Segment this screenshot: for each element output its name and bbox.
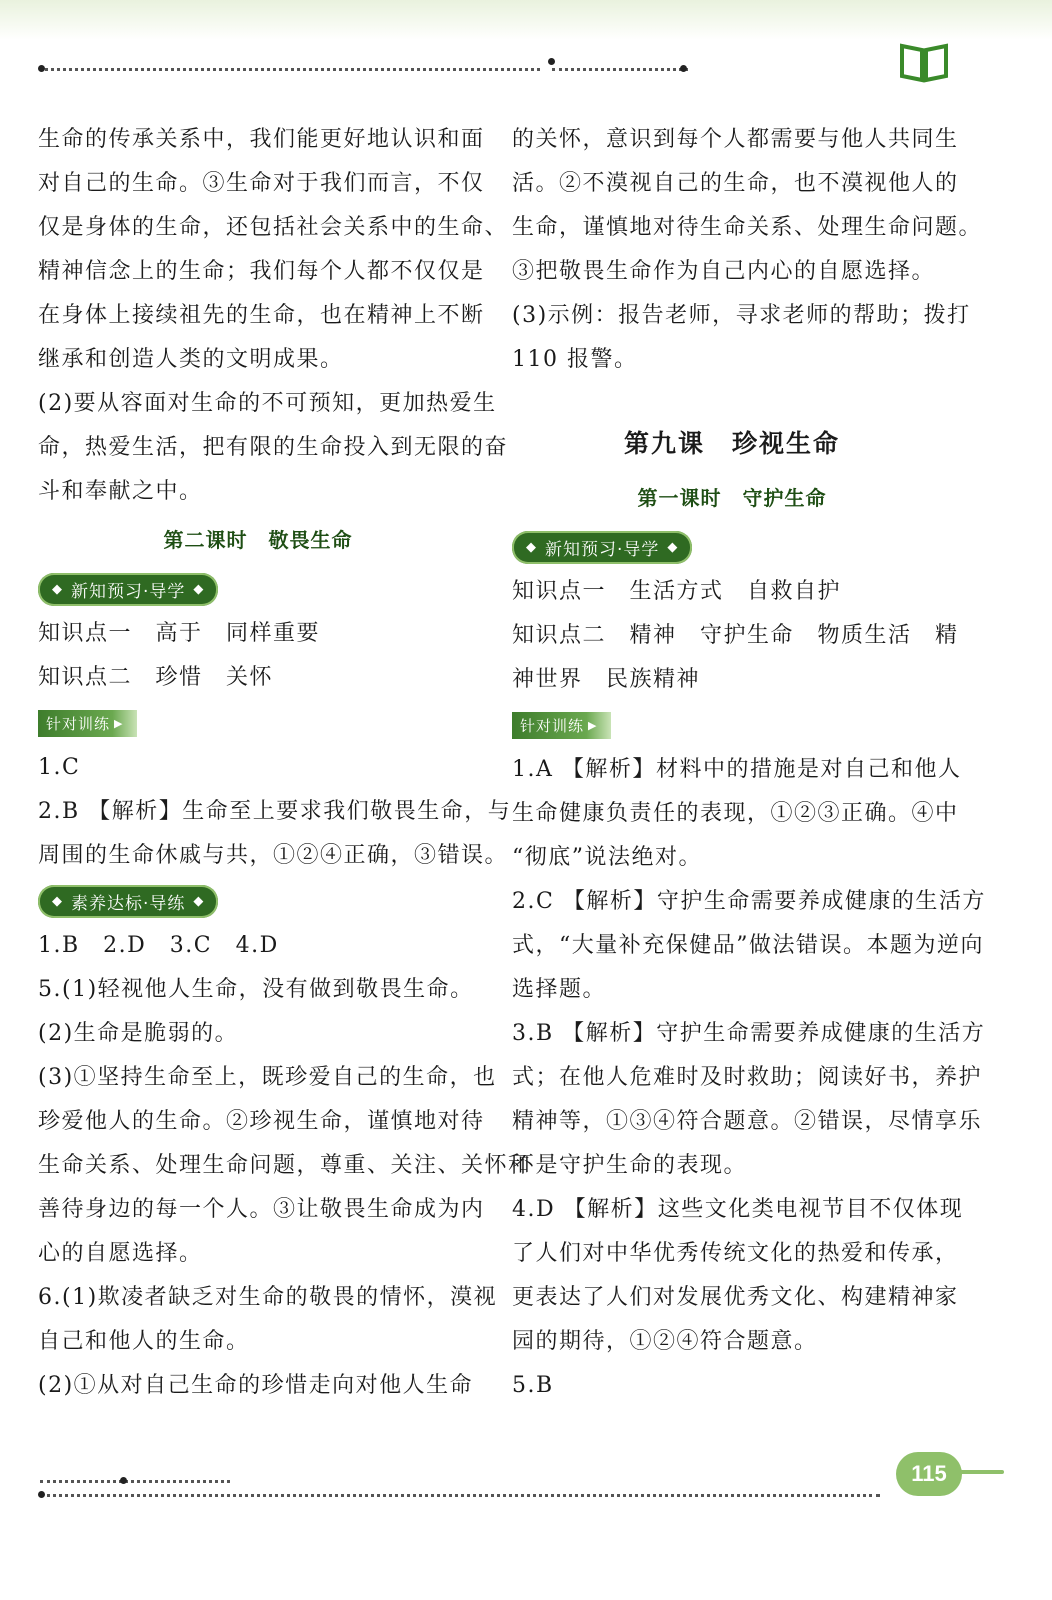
- answer-text: 这些文化类电视节目不仅体现: [657, 1197, 964, 1222]
- answer-line: [512, 1188, 964, 1232]
- training-header: [38, 700, 478, 746]
- answer-line: 心的自愿选择。: [38, 1241, 203, 1266]
- header-dot: [548, 58, 555, 65]
- training-header: [512, 702, 952, 748]
- text-line: 的关怀，意识到每个人都需要与他人共同生: [512, 127, 959, 152]
- answer-line: (3)①坚持生命至上，既珍爱自己的生命，也: [38, 1065, 497, 1090]
- answer-line: (2)生命是脆弱的。: [38, 1021, 239, 1046]
- answer-line: 6.(1)欺凌者缺乏对生命的敬畏的情怀，漠视: [38, 1285, 498, 1310]
- answer-line: 自己和他人的生命。: [38, 1329, 250, 1354]
- period-title: 第二课时 敬畏生命: [163, 528, 353, 552]
- header-dotted-rule: [40, 68, 540, 71]
- footer-dot: [38, 1491, 45, 1498]
- header-dot: [680, 65, 687, 72]
- footer-dotted-rule: [40, 1494, 880, 1497]
- lesson-title: 第九课 珍视生命: [623, 429, 840, 458]
- answer-line: [512, 880, 986, 924]
- bracket-open: 【: [88, 799, 112, 824]
- answer-line: [38, 790, 512, 834]
- section-pill: [38, 573, 218, 606]
- text-line: 仅是身体的生命，还包括社会关系中的生命、: [38, 215, 509, 240]
- section-label: 素养达标·导练: [71, 893, 186, 914]
- answer-number: 3.B: [512, 1021, 554, 1046]
- answer-number: 1.A: [512, 757, 554, 782]
- knowledge-line: 神世界 民族精神: [512, 667, 701, 692]
- text-line: (2)要从容面对生命的不可预知，更加热爱生: [38, 391, 497, 416]
- training-tag: [38, 710, 137, 737]
- answer-text: 材料中的措施是对自己和他人: [655, 757, 962, 782]
- text-line: 110 报警。: [512, 347, 638, 372]
- text-line: (3)示例：报告老师，寻求老师的帮助；拨打: [512, 303, 971, 328]
- bracket-close: 】: [634, 1197, 658, 1222]
- header-dotted-rule-right: [552, 68, 688, 71]
- answer-line: [512, 1012, 986, 1056]
- section-header: [38, 878, 478, 924]
- text-line: 活。②不漠视自己的生命，也不漠视他人的: [512, 171, 959, 196]
- analysis-tag: 解析: [586, 889, 634, 914]
- section-label: 新知预习·导学: [545, 539, 660, 560]
- answer-line: 1.C: [38, 755, 81, 780]
- answer-number: 4.D: [512, 1197, 556, 1222]
- analysis-tag: 解析: [585, 1021, 633, 1046]
- answer-line: 5.(1)轻视他人生命，没有做到敬畏生命。: [38, 977, 474, 1002]
- answer-text: 生命至上要求我们敬畏生命，与: [182, 799, 512, 824]
- text-line: ③把敬畏生命作为自己内心的自愿选择。: [512, 259, 936, 284]
- answer-line: 5.B: [512, 1373, 554, 1398]
- book-icon: [898, 40, 950, 84]
- bracket-close: 】: [632, 757, 656, 782]
- text-line: 命，热爱生活，把有限的生命投入到无限的奋: [38, 435, 509, 460]
- answer-line: 式；在他人危难时及时救助；阅读好书，养护: [512, 1065, 983, 1090]
- knowledge-line: 知识点一 高于 同样重要: [38, 621, 321, 646]
- section-pill: [38, 885, 218, 918]
- answer-line: 周围的生命休戚与共，①②④正确，③错误。: [38, 843, 509, 868]
- text-line: 精神信念上的生命；我们每个人都不仅仅是: [38, 259, 485, 284]
- answer-text: 守护生命需要养成健康的生活方: [656, 1021, 986, 1046]
- text-line: 在身体上接续祖先的生命，也在精神上不断: [38, 303, 485, 328]
- answer-line: 不是守护生命的表现。: [512, 1153, 748, 1178]
- bracket-open: 【: [562, 889, 587, 914]
- answer-line: “彻底”说法绝对。: [512, 845, 702, 870]
- header-dot: [38, 65, 45, 72]
- analysis-tag: 解析: [587, 1197, 635, 1222]
- section-header: [512, 524, 952, 570]
- answer-line: [512, 748, 962, 792]
- diamond-icon: ◆: [667, 539, 679, 555]
- text-line: 对自己的生命。③生命对于我们而言，不仅: [38, 171, 485, 196]
- footer-dotted-rule: [40, 1480, 230, 1483]
- answer-line: 生命关系、处理生命问题，尊重、关注、关怀和: [38, 1153, 532, 1178]
- bracket-open: 【: [561, 757, 586, 782]
- left-column: [38, 118, 532, 1408]
- answer-line: 了人们对中华优秀传统文化的热爱和传承，: [512, 1241, 959, 1266]
- footer-dot: [120, 1477, 127, 1484]
- play-arrow-icon: ▶: [114, 716, 124, 730]
- answer-line: 善待身边的每一个人。③让敬畏生命成为内: [38, 1197, 485, 1222]
- text-line: 生命，谨慎地对待生命关系、处理生命问题。: [512, 215, 983, 240]
- knowledge-line: 知识点一 生活方式 自救自护: [512, 579, 842, 604]
- answer-line: 式，“大量补充保健品”做法错误。本题为逆向: [512, 933, 984, 958]
- page-number: 115: [896, 1452, 962, 1496]
- training-label: 针对训练: [520, 716, 585, 735]
- answer-line: 1.B 2.D 3.C 4.D: [38, 933, 279, 958]
- answer-text: 守护生命需要养成健康的生活方: [656, 889, 986, 914]
- answer-number: 2.B: [38, 799, 80, 824]
- knowledge-line: 知识点二 精神 守护生命 物质生活 精: [512, 623, 959, 648]
- answer-line: 更表达了人们对发展优秀文化、构建精神家: [512, 1285, 959, 1310]
- diamond-icon: ◆: [526, 539, 537, 555]
- section-label: 新知预习·导学: [71, 581, 186, 602]
- bracket-close: 】: [632, 1021, 657, 1046]
- text-line: 斗和奉献之中。: [38, 479, 203, 504]
- answer-line: (2)①从对自己生命的珍惜走向对他人生命: [38, 1373, 474, 1398]
- diamond-icon: ◆: [193, 581, 205, 597]
- bracket-close: 】: [158, 799, 183, 824]
- answer-line: 园的期待，①②④符合题意。: [512, 1329, 818, 1354]
- page-swoosh: [960, 1470, 1004, 1474]
- play-arrow-icon: ▶: [588, 718, 598, 732]
- right-column: [512, 118, 986, 1408]
- knowledge-line: 知识点二 珍惜 关怀: [38, 665, 274, 690]
- diamond-icon: ◆: [52, 893, 63, 909]
- analysis-tag: 解析: [111, 799, 159, 824]
- spacer: [512, 382, 952, 416]
- text-line: 生命的传承关系中，我们能更好地认识和面: [38, 127, 485, 152]
- answer-line: 精神等，①③④符合题意。②错误，尽情享乐: [512, 1109, 983, 1134]
- answer-line: 选择题。: [512, 977, 607, 1002]
- answer-line: 珍爱他人的生命。②珍视生命，谨慎地对待: [38, 1109, 485, 1134]
- bracket-close: 】: [633, 889, 657, 914]
- header-band: [0, 0, 1052, 40]
- answer-line: 生命健康负责任的表现，①②③正确。④中: [512, 801, 959, 826]
- text-line: 继承和创造人类的文明成果。: [38, 347, 344, 372]
- section-pill: [512, 531, 692, 564]
- diamond-icon: ◆: [52, 581, 63, 597]
- training-tag: [512, 712, 611, 739]
- training-label: 针对训练: [46, 714, 111, 733]
- bracket-open: 【: [563, 1197, 588, 1222]
- answer-number: 2.C: [512, 889, 555, 914]
- analysis-tag: 解析: [585, 757, 633, 782]
- diamond-icon: ◆: [193, 893, 205, 909]
- period-title: 第一课时 守护生命: [637, 486, 827, 510]
- section-header: [38, 566, 478, 612]
- bracket-open: 【: [562, 1021, 586, 1046]
